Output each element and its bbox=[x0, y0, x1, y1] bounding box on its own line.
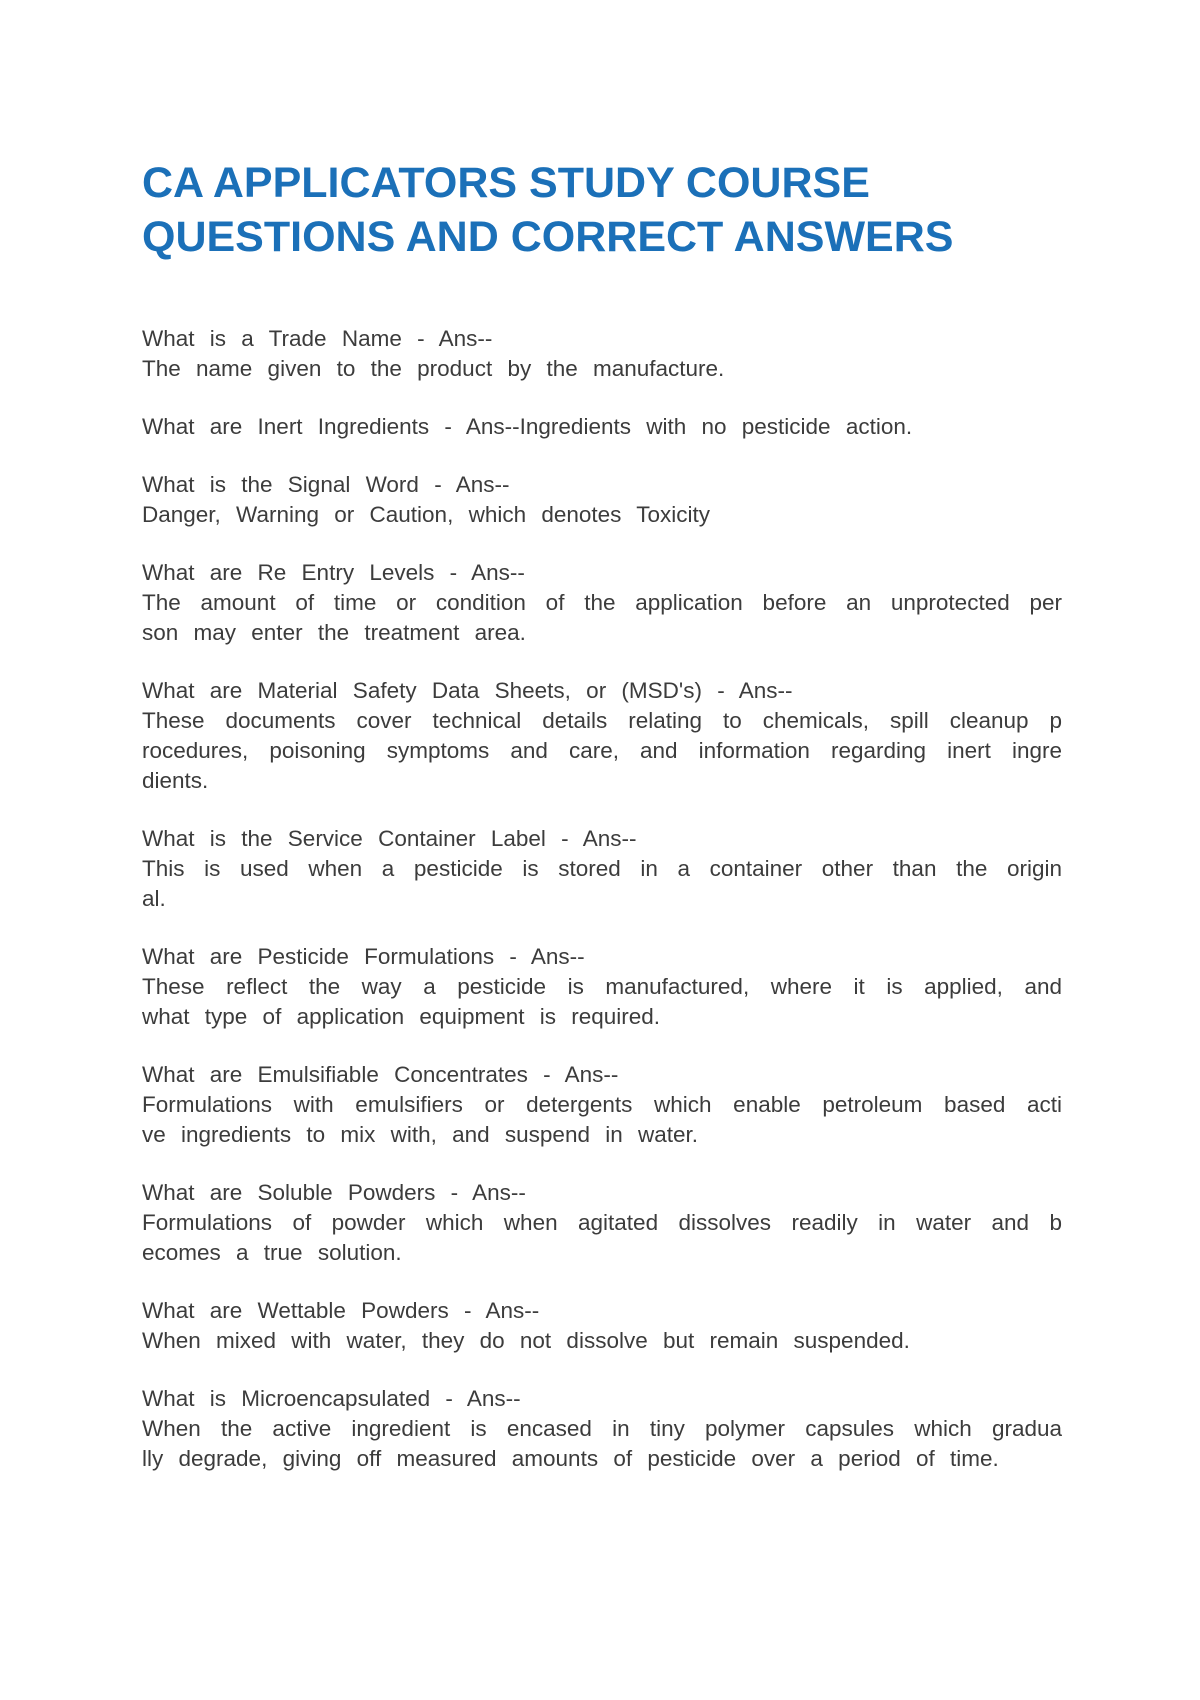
qa-item-emulsifiable-concentrates bbox=[142, 1060, 1062, 1150]
question-text: What is the Signal Word - Ans-- bbox=[142, 472, 510, 497]
question-answer-text: What are Inert Ingredients - Ans--Ingredients with no pesticide action. bbox=[142, 414, 913, 439]
answer-text: son may enter the treatment area. bbox=[142, 620, 526, 645]
answer-text: what type of application equipment is required. bbox=[142, 1004, 661, 1029]
question-text: What is a Trade Name - Ans-- bbox=[142, 326, 493, 351]
answer-text: ve ingredients to mix with, and suspend in water. bbox=[142, 1122, 699, 1147]
qa-item-signal-word bbox=[142, 470, 1062, 530]
answer-text: al. bbox=[142, 886, 166, 911]
answer-text: lly degrade, giving off measured amounts of pesticide over a period of time. bbox=[142, 1446, 999, 1471]
answer-text: When the active ingredient is encased in tiny polymer capsules which gradua bbox=[142, 1416, 1062, 1441]
answer-text: These documents cover technical details relating to chemicals, spill cleanup p bbox=[142, 708, 1062, 733]
question-text: What is the Service Container Label - Ans-- bbox=[142, 826, 637, 851]
qa-item-wettable-powders bbox=[142, 1296, 1062, 1356]
question-text: What are Soluble Powders - Ans-- bbox=[142, 1180, 526, 1205]
qa-item-soluble-powders bbox=[142, 1178, 1062, 1268]
question-text: What are Wettable Powders - Ans-- bbox=[142, 1298, 540, 1323]
qa-item-material-safety-data-sheets bbox=[142, 676, 1062, 796]
question-text: What are Material Safety Data Sheets, or (MSD's) - Ans-- bbox=[142, 678, 793, 703]
answer-text: ecomes a true solution. bbox=[142, 1240, 402, 1265]
document-title-line-1: CA APPLICATORS STUDY COURSE bbox=[142, 159, 870, 207]
question-text: What are Emulsifiable Concentrates - Ans-- bbox=[142, 1062, 619, 1087]
qa-item-pesticide-formulations bbox=[142, 942, 1062, 1032]
question-text: What are Re Entry Levels - Ans-- bbox=[142, 560, 525, 585]
answer-text: rocedures, poisoning symptoms and care, and information regarding inert ingre bbox=[142, 738, 1062, 763]
question-text: What are Pesticide Formulations - Ans-- bbox=[142, 944, 585, 969]
answer-text: Danger, Warning or Caution, which denotes Toxicity bbox=[142, 502, 711, 527]
qa-item-re-entry-levels bbox=[142, 558, 1062, 648]
answer-text: These reflect the way a pesticide is manufactured, where it is applied, and bbox=[142, 974, 1062, 999]
answer-text: dients. bbox=[142, 768, 209, 793]
document-title-line-2: QUESTIONS AND CORRECT ANSWERS bbox=[142, 213, 954, 261]
answer-text: Formulations with emulsifiers or detergents which enable petroleum based acti bbox=[142, 1092, 1062, 1117]
answer-text: This is used when a pesticide is stored in a container other than the origin bbox=[142, 856, 1062, 881]
qa-list bbox=[142, 324, 1062, 1502]
answer-text: The amount of time or condition of the application before an unprotected per bbox=[142, 590, 1062, 615]
answer-text: Formulations of powder which when agitated dissolves readily in water and b bbox=[142, 1210, 1062, 1235]
qa-item-microencapsulated bbox=[142, 1384, 1062, 1474]
qa-item-service-container-label bbox=[142, 824, 1062, 914]
question-text: What is Microencapsulated - Ans-- bbox=[142, 1386, 521, 1411]
answer-text: The name given to the product by the manufacture. bbox=[142, 356, 725, 381]
qa-item-trade-name bbox=[142, 324, 1062, 384]
qa-item-inert-ingredients bbox=[142, 412, 1062, 442]
document-title bbox=[142, 156, 1082, 264]
answer-text: When mixed with water, they do not dissolve but remain suspended. bbox=[142, 1328, 910, 1353]
